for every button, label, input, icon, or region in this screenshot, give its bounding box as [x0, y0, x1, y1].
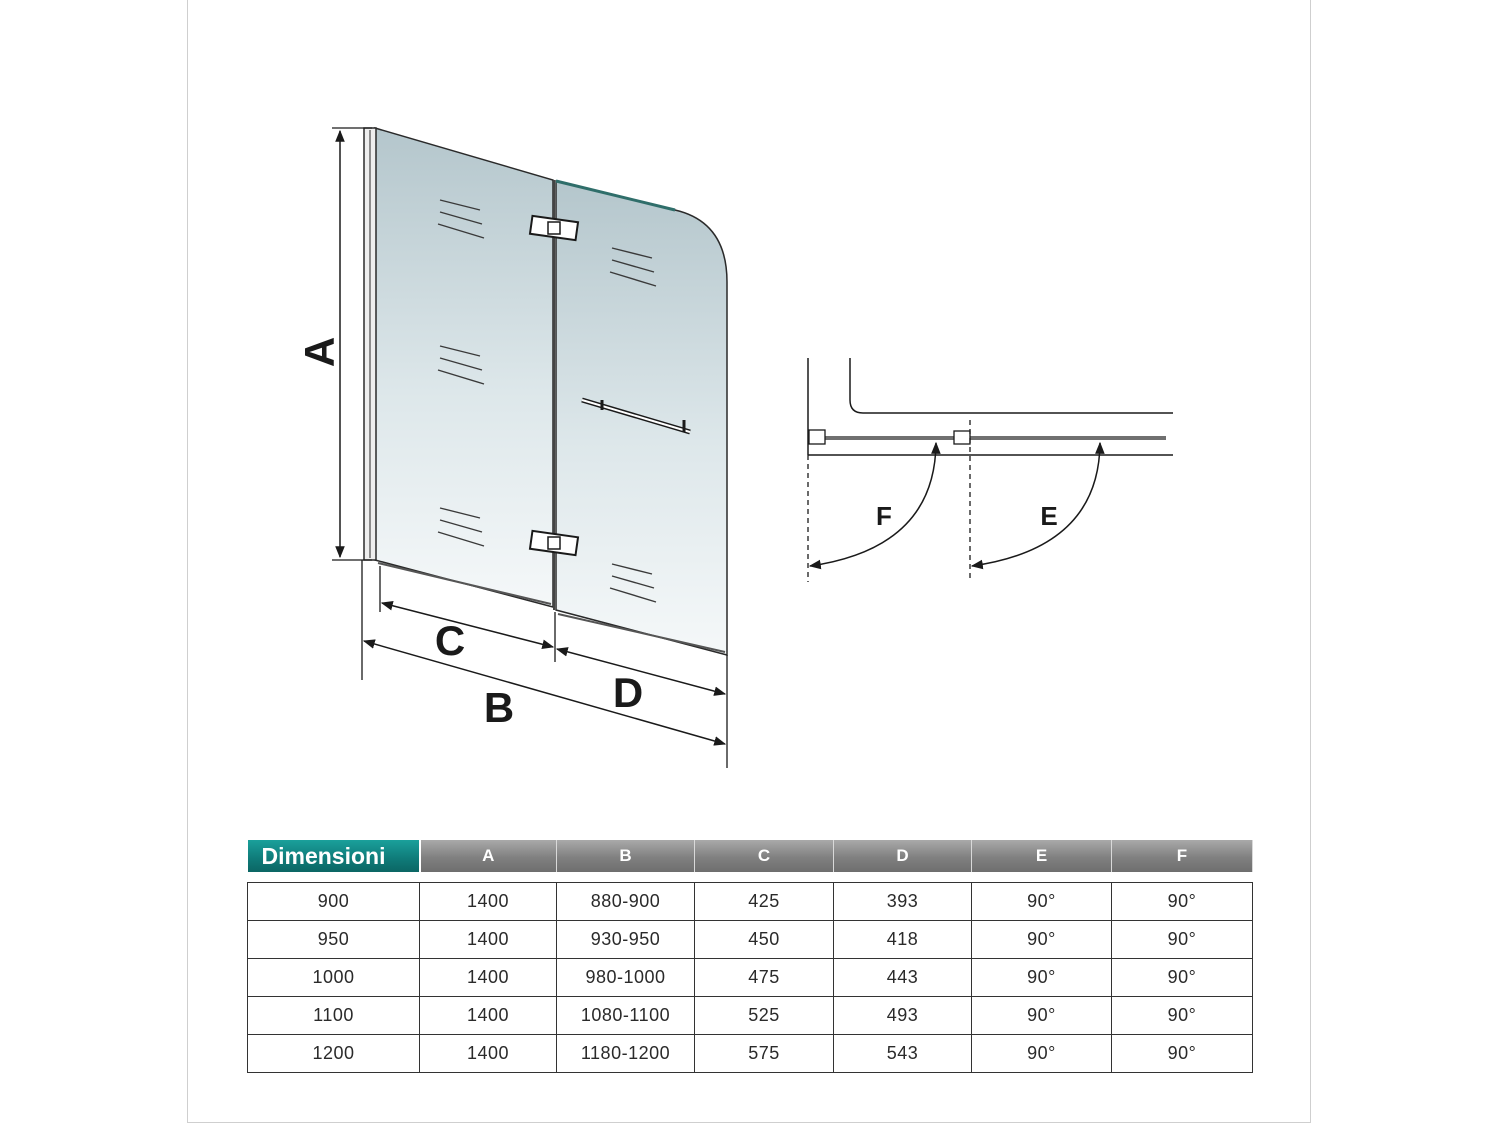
cell: 1400 — [420, 997, 557, 1035]
cell: 90° — [1112, 921, 1253, 959]
table-row — [248, 921, 1253, 959]
label-d: D — [612, 669, 644, 716]
dimension-b — [364, 641, 725, 744]
cell: 1000 — [248, 959, 420, 997]
cell: 443 — [834, 959, 972, 997]
cell: 1400 — [420, 959, 557, 997]
cell: 90° — [1112, 1035, 1253, 1073]
label-e: E — [1040, 501, 1058, 531]
top-view — [808, 358, 1173, 582]
label-b: B — [483, 684, 515, 731]
cell: 418 — [834, 921, 972, 959]
cell: 90° — [972, 883, 1112, 921]
column-header-a: A — [420, 840, 557, 872]
cell: 1080-1100 — [557, 997, 695, 1035]
cell: 575 — [695, 1035, 834, 1073]
cell: 1100 — [248, 997, 420, 1035]
column-header-e: E — [972, 840, 1112, 872]
cell: 90° — [972, 959, 1112, 997]
cell: 90° — [1112, 997, 1253, 1035]
cell: 475 — [695, 959, 834, 997]
label-f: F — [876, 501, 892, 531]
cell: 1180-1200 — [557, 1035, 695, 1073]
cell: 525 — [695, 997, 834, 1035]
column-header-c: C — [695, 840, 834, 872]
cell: 1400 — [420, 921, 557, 959]
cell: 90° — [1112, 883, 1253, 921]
cell: 930-950 — [557, 921, 695, 959]
table-row — [248, 1035, 1253, 1073]
cell: 90° — [1112, 959, 1253, 997]
column-header-f: F — [1112, 840, 1253, 872]
glass-panel-left — [375, 128, 553, 607]
column-header-b: B — [557, 840, 695, 872]
label-c: C — [434, 617, 466, 664]
cell: 543 — [834, 1035, 972, 1073]
table-row — [248, 997, 1253, 1035]
cell: 425 — [695, 883, 834, 921]
cell: 1400 — [420, 883, 557, 921]
table-row — [248, 959, 1253, 997]
cell: 450 — [695, 921, 834, 959]
table-header-row — [248, 840, 1253, 872]
cell: 90° — [972, 921, 1112, 959]
cell: 393 — [834, 883, 972, 921]
wall-profile — [364, 128, 376, 560]
table-row — [248, 883, 1253, 921]
cell: 90° — [972, 1035, 1112, 1073]
cell: 90° — [972, 997, 1112, 1035]
cell: 493 — [834, 997, 972, 1035]
dimensions-table — [247, 840, 1253, 1073]
table-title: Dimensioni — [248, 840, 420, 872]
cell: 900 — [248, 883, 420, 921]
column-header-d: D — [834, 840, 972, 872]
dimension-c — [382, 603, 553, 647]
cell: 980-1000 — [557, 959, 695, 997]
cell: 880-900 — [557, 883, 695, 921]
cell: 950 — [248, 921, 420, 959]
label-a: A — [296, 336, 343, 368]
cell: 1400 — [420, 1035, 557, 1073]
cell: 1200 — [248, 1035, 420, 1073]
